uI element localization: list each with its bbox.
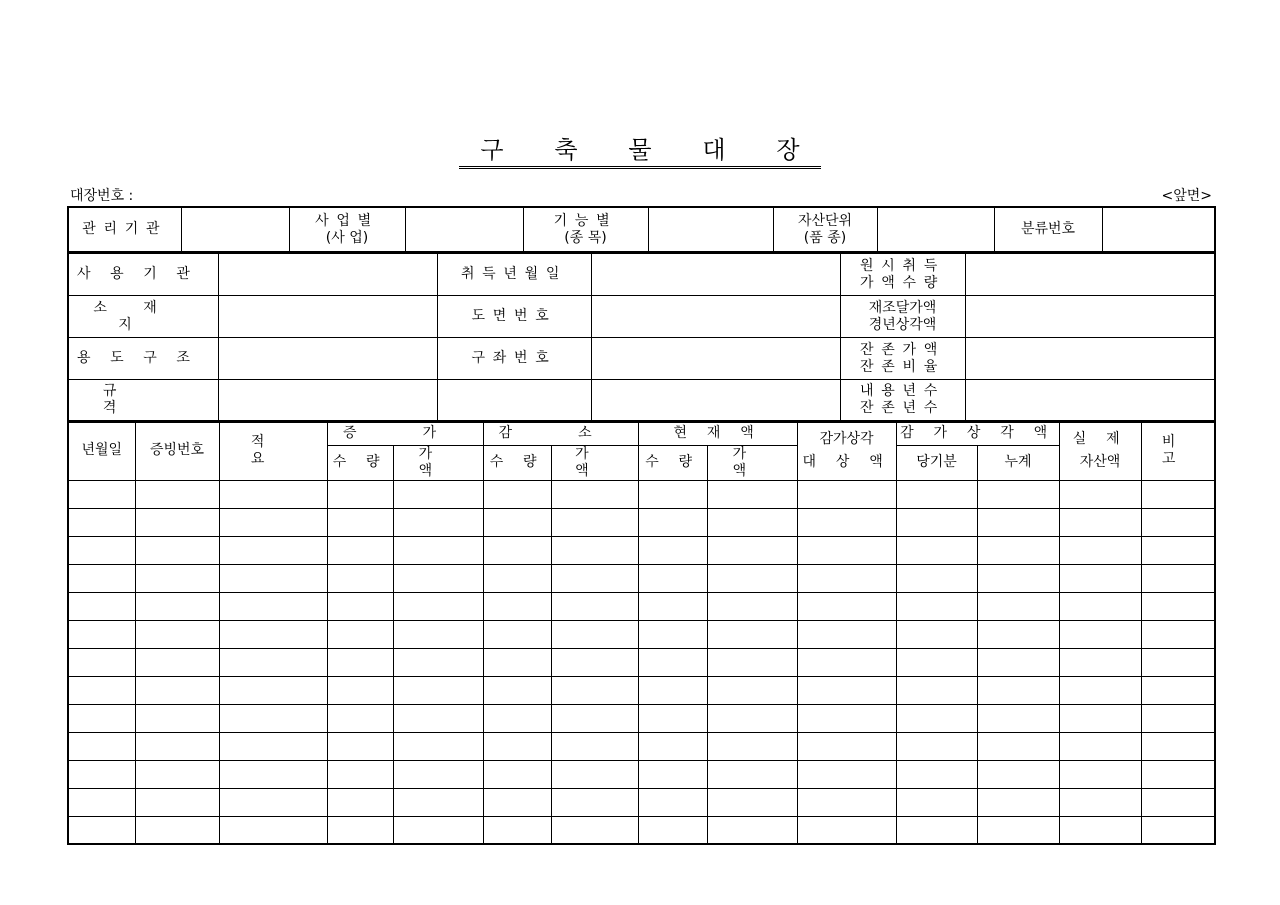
ledger-cell[interactable] bbox=[896, 648, 977, 676]
ledger-cell[interactable] bbox=[219, 620, 327, 648]
ledger-cell[interactable] bbox=[393, 704, 483, 732]
table-row bbox=[68, 508, 1215, 536]
ledger-cell[interactable] bbox=[896, 732, 977, 760]
ledger-cell[interactable] bbox=[1141, 648, 1215, 676]
ledger-cell[interactable] bbox=[68, 788, 135, 816]
ledger-cell[interactable] bbox=[551, 592, 638, 620]
info-mid-value[interactable] bbox=[591, 338, 840, 380]
register-number-label: 대장번호 : bbox=[70, 188, 134, 204]
info-left-value[interactable] bbox=[218, 254, 437, 296]
ledger-cell[interactable] bbox=[896, 620, 977, 648]
ledger-cell[interactable] bbox=[638, 676, 707, 704]
ledger-cell[interactable] bbox=[135, 788, 219, 816]
ledger-cell[interactable] bbox=[483, 592, 551, 620]
info-left-label: 용도구조 bbox=[68, 338, 218, 380]
ledger-cell[interactable] bbox=[977, 508, 1059, 536]
ledger-cell[interactable] bbox=[1059, 676, 1141, 704]
ledger-cell[interactable] bbox=[551, 620, 638, 648]
ledger-cell[interactable] bbox=[219, 564, 327, 592]
info-right-label: 원시취득 가액수량 bbox=[840, 254, 965, 296]
asset-info-table bbox=[67, 253, 1216, 423]
ledger-cell[interactable] bbox=[483, 648, 551, 676]
ledger-cell[interactable] bbox=[68, 704, 135, 732]
info-left-label: 사용기관 bbox=[68, 254, 218, 296]
ledger-cell[interactable] bbox=[68, 648, 135, 676]
info-right-value[interactable] bbox=[965, 296, 1215, 338]
ledger-cell[interactable] bbox=[707, 816, 797, 844]
ledger-cell[interactable] bbox=[896, 704, 977, 732]
col-increase-header: 증 가 bbox=[327, 421, 483, 445]
ledger-cell[interactable] bbox=[896, 788, 977, 816]
ledger-cell[interactable] bbox=[219, 508, 327, 536]
ledger-cell[interactable] bbox=[1141, 592, 1215, 620]
table-row bbox=[68, 536, 1215, 564]
info-right-label: 내용년수 잔존년수 bbox=[840, 380, 965, 422]
ledger-cell[interactable] bbox=[638, 732, 707, 760]
ledger-cell[interactable] bbox=[135, 536, 219, 564]
col-voucher-header: 증빙번호 bbox=[135, 421, 219, 480]
ledger-cell[interactable] bbox=[1141, 676, 1215, 704]
ledger-cell[interactable] bbox=[1141, 508, 1215, 536]
asset-unit-label: 자산단위 (품 종) bbox=[773, 207, 877, 252]
ledger-cell[interactable] bbox=[135, 760, 219, 788]
ledger-cell[interactable] bbox=[219, 536, 327, 564]
table-row bbox=[68, 564, 1215, 592]
ledger-cell[interactable] bbox=[551, 564, 638, 592]
ledger-cell[interactable] bbox=[797, 676, 896, 704]
ledger-cell[interactable] bbox=[797, 648, 896, 676]
ledger-cell[interactable] bbox=[551, 704, 638, 732]
info-right-label: 잔존가액 잔존비율 bbox=[840, 338, 965, 380]
ledger-cell[interactable] bbox=[68, 536, 135, 564]
info-mid-value[interactable] bbox=[591, 296, 840, 338]
ledger-cell[interactable] bbox=[896, 480, 977, 508]
ledger-cell[interactable] bbox=[219, 480, 327, 508]
ledger-cell[interactable] bbox=[483, 620, 551, 648]
ledger-cell[interactable] bbox=[797, 536, 896, 564]
col-date-header: 년월일 bbox=[68, 421, 135, 480]
ledger-cell[interactable] bbox=[1059, 816, 1141, 844]
ledger-cell[interactable] bbox=[68, 676, 135, 704]
ledger-cell[interactable] bbox=[977, 480, 1059, 508]
ledger-cell[interactable] bbox=[327, 732, 393, 760]
info-left-value[interactable] bbox=[218, 380, 437, 422]
info-left-label: 소재지 bbox=[68, 296, 218, 338]
info-mid-value[interactable] bbox=[591, 254, 840, 296]
ledger-cell[interactable] bbox=[1141, 760, 1215, 788]
col-depr-target-header: 감가상각 대 상 액 bbox=[797, 421, 896, 480]
ledger-cell[interactable] bbox=[707, 592, 797, 620]
ledger-cell[interactable] bbox=[638, 816, 707, 844]
ledger-cell[interactable] bbox=[219, 760, 327, 788]
table-row bbox=[68, 620, 1215, 648]
ledger-cell[interactable] bbox=[551, 676, 638, 704]
ledger-cell[interactable] bbox=[393, 592, 483, 620]
business-value[interactable] bbox=[405, 207, 523, 252]
ledger-table bbox=[67, 420, 1216, 845]
ledger-cell[interactable] bbox=[219, 704, 327, 732]
ledger-cell[interactable] bbox=[896, 760, 977, 788]
function-value[interactable] bbox=[648, 207, 773, 252]
ledger-cell[interactable] bbox=[707, 620, 797, 648]
ledger-cell[interactable] bbox=[896, 592, 977, 620]
ledger-cell[interactable] bbox=[797, 592, 896, 620]
ledger-cell[interactable] bbox=[896, 508, 977, 536]
table-row bbox=[68, 704, 1215, 732]
info-right-value[interactable] bbox=[965, 338, 1215, 380]
ledger-cell[interactable] bbox=[707, 508, 797, 536]
ledger-cell[interactable] bbox=[483, 508, 551, 536]
ledger-cell[interactable] bbox=[638, 704, 707, 732]
ledger-cell[interactable] bbox=[483, 564, 551, 592]
col-qty-header: 수 량 bbox=[483, 445, 551, 480]
ledger-cell[interactable] bbox=[327, 760, 393, 788]
ledger-cell[interactable] bbox=[638, 620, 707, 648]
ledger-cell[interactable] bbox=[707, 760, 797, 788]
col-amount-header: 가 액 bbox=[551, 445, 638, 480]
info-mid-label: 취득년월일 bbox=[437, 254, 591, 296]
ledger-cell[interactable] bbox=[1141, 704, 1215, 732]
info-left-label: 규격 bbox=[68, 380, 218, 422]
ledger-cell[interactable] bbox=[1141, 620, 1215, 648]
info-left-value[interactable] bbox=[218, 296, 437, 338]
ledger-cell[interactable] bbox=[1059, 620, 1141, 648]
ledger-cell[interactable] bbox=[68, 480, 135, 508]
ledger-cell[interactable] bbox=[707, 788, 797, 816]
ledger-cell[interactable] bbox=[393, 676, 483, 704]
ledger-cell[interactable] bbox=[393, 816, 483, 844]
ledger-cell[interactable] bbox=[797, 508, 896, 536]
ledger-cell[interactable] bbox=[327, 508, 393, 536]
col-decrease-header: 감 소 bbox=[483, 421, 638, 445]
ledger-cell[interactable] bbox=[219, 816, 327, 844]
class-number-label: 분류번호 bbox=[994, 207, 1102, 252]
ledger-cell[interactable] bbox=[551, 760, 638, 788]
ledger-cell[interactable] bbox=[707, 676, 797, 704]
ledger-cell[interactable] bbox=[638, 480, 707, 508]
ledger-cell[interactable] bbox=[638, 648, 707, 676]
ledger-cell[interactable] bbox=[1059, 760, 1141, 788]
col-actual-asset-header: 실 제 자산액 bbox=[1059, 421, 1141, 480]
ledger-cell[interactable] bbox=[551, 732, 638, 760]
ledger-cell[interactable] bbox=[707, 704, 797, 732]
ledger-cell[interactable] bbox=[135, 508, 219, 536]
ledger-cell[interactable] bbox=[977, 648, 1059, 676]
ledger-cell[interactable] bbox=[797, 620, 896, 648]
business-label: 사업별 (사 업) bbox=[289, 207, 405, 252]
ledger-cell[interactable] bbox=[327, 564, 393, 592]
col-amount-header: 가 액 bbox=[393, 445, 483, 480]
ledger-cell[interactable] bbox=[1141, 480, 1215, 508]
ledger-cell[interactable] bbox=[977, 732, 1059, 760]
ledger-cell[interactable] bbox=[327, 676, 393, 704]
ledger-cell[interactable] bbox=[327, 816, 393, 844]
ledger-cell[interactable] bbox=[551, 508, 638, 536]
info-right-value[interactable] bbox=[965, 254, 1215, 296]
ledger-cell[interactable] bbox=[135, 592, 219, 620]
ledger-body bbox=[68, 480, 1215, 844]
table-row bbox=[68, 788, 1215, 816]
ledger-cell[interactable] bbox=[797, 760, 896, 788]
ledger-cell[interactable] bbox=[896, 676, 977, 704]
document-title: 구 축 물 대 장 bbox=[0, 130, 1280, 165]
ledger-cell[interactable] bbox=[393, 620, 483, 648]
ledger-cell[interactable] bbox=[219, 732, 327, 760]
ledger-cell[interactable] bbox=[638, 536, 707, 564]
table-row bbox=[68, 760, 1215, 788]
col-cumulative-header: 누계 bbox=[977, 445, 1059, 480]
ledger-cell[interactable] bbox=[68, 620, 135, 648]
ledger-cell[interactable] bbox=[1059, 508, 1141, 536]
ledger-cell[interactable] bbox=[393, 536, 483, 564]
ledger-cell[interactable] bbox=[1141, 732, 1215, 760]
col-qty-header: 수 량 bbox=[638, 445, 707, 480]
info-mid-label: 구좌번호 bbox=[437, 338, 591, 380]
ledger-cell[interactable] bbox=[393, 732, 483, 760]
ledger-cell[interactable] bbox=[896, 816, 977, 844]
ledger-cell[interactable] bbox=[393, 480, 483, 508]
info-left-value[interactable] bbox=[218, 338, 437, 380]
ledger-cell[interactable] bbox=[707, 480, 797, 508]
ledger-cell[interactable] bbox=[977, 816, 1059, 844]
ledger-cell[interactable] bbox=[551, 536, 638, 564]
ledger-cell[interactable] bbox=[483, 732, 551, 760]
ledger-cell[interactable] bbox=[393, 760, 483, 788]
ledger-cell[interactable] bbox=[977, 620, 1059, 648]
info-mid-label bbox=[437, 380, 591, 422]
ledger-cell[interactable] bbox=[707, 536, 797, 564]
col-amount-header: 가 액 bbox=[707, 445, 797, 480]
ledger-cell[interactable] bbox=[551, 816, 638, 844]
info-mid-value[interactable] bbox=[591, 380, 840, 422]
ledger-cell[interactable] bbox=[707, 732, 797, 760]
class-number-value[interactable] bbox=[1102, 207, 1215, 252]
ledger-cell[interactable] bbox=[68, 816, 135, 844]
table-row bbox=[68, 732, 1215, 760]
col-current-header: 현 재 액 bbox=[638, 421, 797, 445]
table-row bbox=[68, 648, 1215, 676]
ledger-cell[interactable] bbox=[327, 536, 393, 564]
ledger-cell[interactable] bbox=[977, 704, 1059, 732]
ledger-cell[interactable] bbox=[977, 536, 1059, 564]
ledger-cell[interactable] bbox=[797, 816, 896, 844]
ledger-cell[interactable] bbox=[551, 788, 638, 816]
ledger-cell[interactable] bbox=[483, 788, 551, 816]
info-right-label: 재조달가액 경년상각액 bbox=[840, 296, 965, 338]
ledger-cell[interactable] bbox=[219, 592, 327, 620]
ledger-cell[interactable] bbox=[327, 620, 393, 648]
ledger-cell[interactable] bbox=[135, 704, 219, 732]
ledger-cell[interactable] bbox=[1141, 564, 1215, 592]
ledger-cell[interactable] bbox=[135, 564, 219, 592]
page-side-label: <앞면> bbox=[1161, 188, 1212, 204]
ledger-cell[interactable] bbox=[977, 760, 1059, 788]
ledger-cell[interactable] bbox=[1141, 788, 1215, 816]
ledger-cell[interactable] bbox=[1059, 704, 1141, 732]
ledger-cell[interactable] bbox=[797, 480, 896, 508]
ledger-cell[interactable] bbox=[1059, 732, 1141, 760]
ledger-cell[interactable] bbox=[483, 676, 551, 704]
ledger-cell[interactable] bbox=[483, 760, 551, 788]
ledger-cell[interactable] bbox=[327, 592, 393, 620]
agency-value[interactable] bbox=[181, 207, 289, 252]
ledger-cell[interactable] bbox=[483, 480, 551, 508]
ledger-cell[interactable] bbox=[219, 648, 327, 676]
ledger-cell[interactable] bbox=[638, 788, 707, 816]
ledger-cell[interactable] bbox=[977, 564, 1059, 592]
ledger-cell[interactable] bbox=[797, 732, 896, 760]
ledger-cell[interactable] bbox=[977, 788, 1059, 816]
ledger-cell[interactable] bbox=[1141, 536, 1215, 564]
ledger-cell[interactable] bbox=[135, 480, 219, 508]
ledger-cell[interactable] bbox=[1059, 592, 1141, 620]
ledger-cell[interactable] bbox=[68, 564, 135, 592]
ledger-cell[interactable] bbox=[797, 788, 896, 816]
ledger-cell[interactable] bbox=[896, 536, 977, 564]
ledger-cell[interactable] bbox=[135, 620, 219, 648]
ledger-cell[interactable] bbox=[327, 788, 393, 816]
ledger-cell[interactable] bbox=[707, 648, 797, 676]
info-right-value[interactable] bbox=[965, 380, 1215, 422]
ledger-cell[interactable] bbox=[1059, 788, 1141, 816]
ledger-cell[interactable] bbox=[393, 564, 483, 592]
ledger-cell[interactable] bbox=[68, 760, 135, 788]
table-row bbox=[68, 816, 1215, 844]
col-period-header: 당기분 bbox=[896, 445, 977, 480]
col-depreciation-header: 감 가 상 각 액 bbox=[896, 421, 1059, 445]
header-info-table bbox=[67, 206, 1216, 253]
ledger-cell[interactable] bbox=[393, 648, 483, 676]
col-summary-header: 적 요 bbox=[219, 421, 327, 480]
table-row bbox=[68, 676, 1215, 704]
ledger-cell[interactable] bbox=[483, 816, 551, 844]
ledger-cell[interactable] bbox=[638, 564, 707, 592]
table-row bbox=[68, 592, 1215, 620]
ledger-cell[interactable] bbox=[1141, 816, 1215, 844]
ledger-cell[interactable] bbox=[483, 704, 551, 732]
ledger-cell[interactable] bbox=[977, 676, 1059, 704]
ledger-cell[interactable] bbox=[393, 508, 483, 536]
ledger-cell[interactable] bbox=[219, 788, 327, 816]
ledger-cell[interactable] bbox=[551, 480, 638, 508]
ledger-cell[interactable] bbox=[68, 592, 135, 620]
ledger-cell[interactable] bbox=[638, 592, 707, 620]
info-mid-label: 도면번호 bbox=[437, 296, 591, 338]
function-label: 기능별 (종 목) bbox=[523, 207, 648, 252]
ledger-cell[interactable] bbox=[68, 732, 135, 760]
ledger-cell[interactable] bbox=[219, 676, 327, 704]
asset-unit-value[interactable] bbox=[877, 207, 994, 252]
ledger-cell[interactable] bbox=[327, 704, 393, 732]
ledger-cell[interactable] bbox=[135, 732, 219, 760]
ledger-cell[interactable] bbox=[393, 788, 483, 816]
table-row bbox=[68, 480, 1215, 508]
ledger-cell[interactable] bbox=[135, 676, 219, 704]
ledger-cell[interactable] bbox=[68, 508, 135, 536]
ledger-cell[interactable] bbox=[551, 648, 638, 676]
ledger-cell[interactable] bbox=[135, 648, 219, 676]
ledger-cell[interactable] bbox=[896, 564, 977, 592]
agency-label: 관리기관 bbox=[68, 207, 181, 252]
ledger-cell[interactable] bbox=[483, 536, 551, 564]
ledger-cell[interactable] bbox=[638, 760, 707, 788]
ledger-cell[interactable] bbox=[797, 564, 896, 592]
col-remarks-header: 비 고 bbox=[1141, 421, 1215, 480]
ledger-cell[interactable] bbox=[1059, 536, 1141, 564]
ledger-cell[interactable] bbox=[1059, 564, 1141, 592]
ledger-cell[interactable] bbox=[707, 564, 797, 592]
ledger-cell[interactable] bbox=[977, 592, 1059, 620]
ledger-cell[interactable] bbox=[1059, 648, 1141, 676]
ledger-cell[interactable] bbox=[638, 508, 707, 536]
col-qty-header: 수 량 bbox=[327, 445, 393, 480]
ledger-cell[interactable] bbox=[327, 480, 393, 508]
ledger-cell[interactable] bbox=[797, 704, 896, 732]
ledger-cell[interactable] bbox=[1059, 480, 1141, 508]
ledger-cell[interactable] bbox=[135, 816, 219, 844]
ledger-cell[interactable] bbox=[327, 648, 393, 676]
